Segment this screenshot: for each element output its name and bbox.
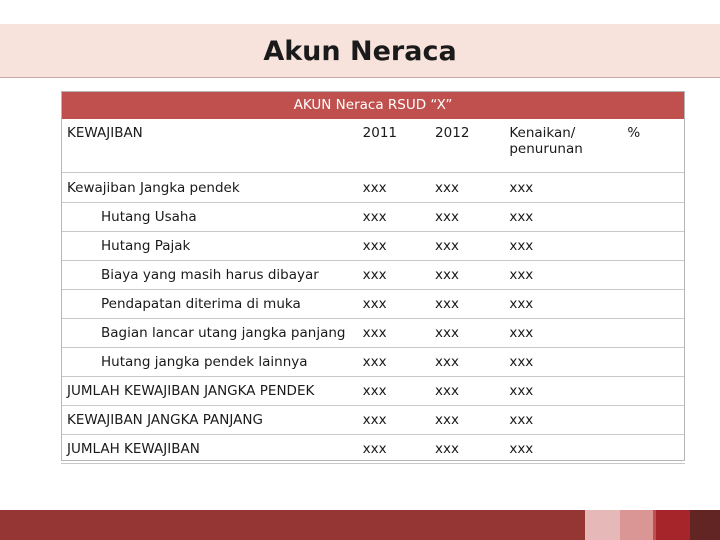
cell-percent (621, 435, 685, 464)
header-percent: % (621, 119, 685, 173)
header-change: Kenaikan/ penurunan (503, 119, 621, 173)
cell-2012: xxx (429, 203, 503, 232)
row-label: KEWAJIBAN JANGKA PANJANG (61, 406, 357, 435)
cell-percent (621, 377, 685, 406)
footer-bar-segment (620, 510, 653, 540)
cell-2011: xxx (357, 203, 429, 232)
cell-2011: xxx (357, 290, 429, 319)
footer-bar-segment (585, 510, 620, 540)
row-label: Biaya yang masih harus dibayar (61, 261, 357, 290)
top-band (0, 0, 720, 22)
cell-2012: xxx (429, 261, 503, 290)
footer-color-bar (0, 510, 720, 540)
cell-2012: xxx (429, 173, 503, 203)
row-label: JUMLAH KEWAJIBAN JANGKA PENDEK (61, 377, 357, 406)
cell-percent (621, 290, 685, 319)
cell-2012: xxx (429, 406, 503, 435)
table-row (61, 173, 685, 203)
slide-title: Akun Neraca (263, 36, 457, 67)
cell-2012: xxx (429, 435, 503, 464)
table-row (61, 203, 685, 232)
cell-2011: xxx (357, 348, 429, 377)
table-caption: AKUN Neraca RSUD “X” (61, 91, 685, 119)
cell-change: xxx (503, 435, 621, 464)
row-label: Hutang Pajak (61, 232, 357, 261)
table-header-row (61, 119, 685, 173)
cell-change: xxx (503, 348, 621, 377)
footer-bar-segment (0, 510, 585, 540)
cell-2012: xxx (429, 377, 503, 406)
cell-2012: xxx (429, 348, 503, 377)
cell-2011: xxx (357, 435, 429, 464)
title-band (0, 24, 720, 78)
cell-2011: xxx (357, 232, 429, 261)
table-row (61, 290, 685, 319)
cell-2012: xxx (429, 290, 503, 319)
table-row (61, 406, 685, 435)
cell-percent (621, 232, 685, 261)
cell-percent (621, 203, 685, 232)
cell-percent (621, 319, 685, 348)
cell-2011: xxx (357, 406, 429, 435)
row-label: Bagian lancar utang jangka panjang (61, 319, 357, 348)
cell-percent (621, 406, 685, 435)
cell-change: xxx (503, 406, 621, 435)
balance-sheet-table (61, 91, 685, 464)
cell-change: xxx (503, 319, 621, 348)
table-caption-row (61, 91, 685, 119)
cell-percent (621, 173, 685, 203)
row-label: Pendapatan diterima di muka (61, 290, 357, 319)
row-label: Kewajiban Jangka pendek (61, 173, 357, 203)
cell-percent (621, 348, 685, 377)
footer-bar-segment (690, 510, 720, 540)
cell-2012: xxx (429, 319, 503, 348)
table-row (61, 377, 685, 406)
cell-change: xxx (503, 232, 621, 261)
row-label: JUMLAH KEWAJIBAN (61, 435, 357, 464)
table-row (61, 319, 685, 348)
cell-2011: xxx (357, 173, 429, 203)
cell-percent (621, 261, 685, 290)
table-row (61, 435, 685, 464)
header-2012: 2012 (429, 119, 503, 173)
cell-change: xxx (503, 203, 621, 232)
table-row (61, 232, 685, 261)
cell-2011: xxx (357, 377, 429, 406)
cell-2011: xxx (357, 261, 429, 290)
row-label: Hutang Usaha (61, 203, 357, 232)
row-label: Hutang jangka pendek lainnya (61, 348, 357, 377)
header-kewajiban: KEWAJIBAN (61, 119, 357, 173)
cell-change: xxx (503, 377, 621, 406)
table-row (61, 348, 685, 377)
cell-change: xxx (503, 261, 621, 290)
footer-bar-segment (656, 510, 690, 540)
cell-change: xxx (503, 290, 621, 319)
header-2011: 2011 (357, 119, 429, 173)
cell-2012: xxx (429, 232, 503, 261)
table-row (61, 261, 685, 290)
cell-2011: xxx (357, 319, 429, 348)
cell-change: xxx (503, 173, 621, 203)
